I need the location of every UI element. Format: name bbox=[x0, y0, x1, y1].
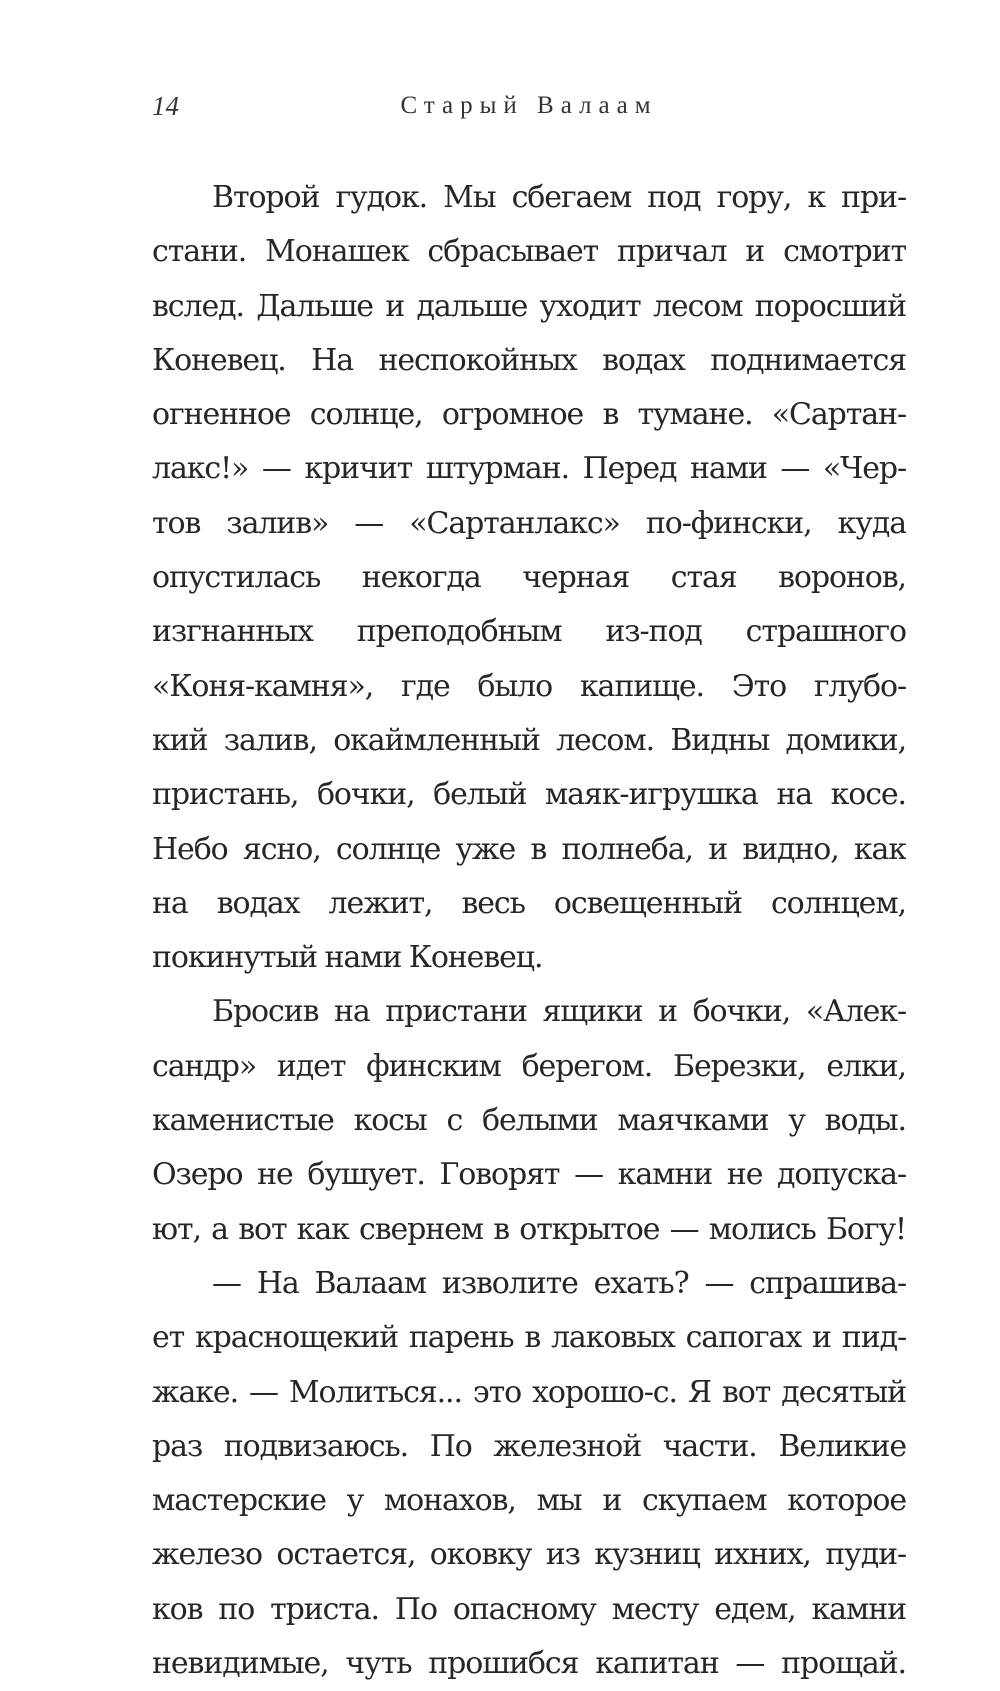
text-line: каменистые косы с белыми маячками у воды. bbox=[152, 1103, 906, 1139]
running-title: Старый Валаам bbox=[400, 92, 658, 119]
page-number: 14 bbox=[152, 91, 179, 121]
text-line: кий залив, окаймленный лесом. Видны домики, bbox=[152, 722, 906, 758]
text-line: Коневец. На неспокойных водах поднимается bbox=[152, 342, 906, 378]
text-line: изгнанных преподобным из-под страшного bbox=[152, 614, 906, 650]
text-line: «Коня-камня», где было капище. Это глубо- bbox=[152, 668, 906, 704]
text-line: мастерские у монахов, мы и скупаем которое bbox=[152, 1483, 906, 1519]
text-line: невидимые, чуть прошибся капитан — прощай. bbox=[152, 1646, 906, 1682]
text-line: на водах лежит, весь освещенный солнцем, bbox=[152, 885, 906, 921]
text-line: лакс!» — кричит штурман. Перед нами — «Чер- bbox=[152, 451, 906, 487]
text-line: раз подвизаюсь. По железной части. Великие bbox=[152, 1428, 906, 1464]
text-line: Озеро не бушует. Говорят — камни не допуска- bbox=[152, 1157, 906, 1193]
text-line: опустилась некогда черная стая воронов, bbox=[152, 560, 906, 596]
text-line: сандр» идет финским берегом. Березки, елки, bbox=[152, 1048, 906, 1084]
text-line: вслед. Дальше и дальше уходит лесом поросший bbox=[152, 288, 906, 324]
text-line: тов залив» — «Сартанлакс» по-фински, куда bbox=[152, 505, 906, 541]
text-line: покинутый нами Коневец. bbox=[152, 940, 543, 976]
text-line: жаке. — Молиться... это хорошо-с. Я вот десятый bbox=[152, 1374, 906, 1410]
text-line: ет краснощекий парень в лаковых сапогах и пид- bbox=[152, 1320, 906, 1356]
text-line: железо остается, оковку из кузниц ихних, пуди- bbox=[152, 1537, 906, 1573]
text-line: ют, а вот как свернем в открытое — молись Богу! bbox=[152, 1211, 906, 1247]
text-line: ков по триста. По опасному месту едем, камни bbox=[152, 1591, 906, 1627]
text-line: Второй гудок. Мы сбегаем под гору, к при- bbox=[212, 180, 906, 215]
text-line: огненное солнце, огромное в тумане. «Сартан- bbox=[152, 397, 906, 433]
text-line: Бросив на пристани ящики и бочки, «Алек- bbox=[212, 994, 906, 1030]
paragraph-1 bbox=[152, 171, 906, 985]
paragraph-3 bbox=[152, 1257, 906, 1691]
text-line: — На Валаам изволите ехать? — спрашива- bbox=[212, 1265, 906, 1301]
text-line: стани. Монашек сбрасывает причал и смотрит bbox=[152, 234, 906, 270]
text-line: пристань, бочки, белый маяк-игрушка на косе. bbox=[152, 777, 906, 813]
text-line: Небо ясно, солнце уже в полнеба, и видно, как bbox=[152, 831, 906, 867]
paragraph-2 bbox=[152, 985, 906, 1256]
body-text bbox=[152, 171, 906, 1691]
running-head bbox=[152, 86, 906, 126]
